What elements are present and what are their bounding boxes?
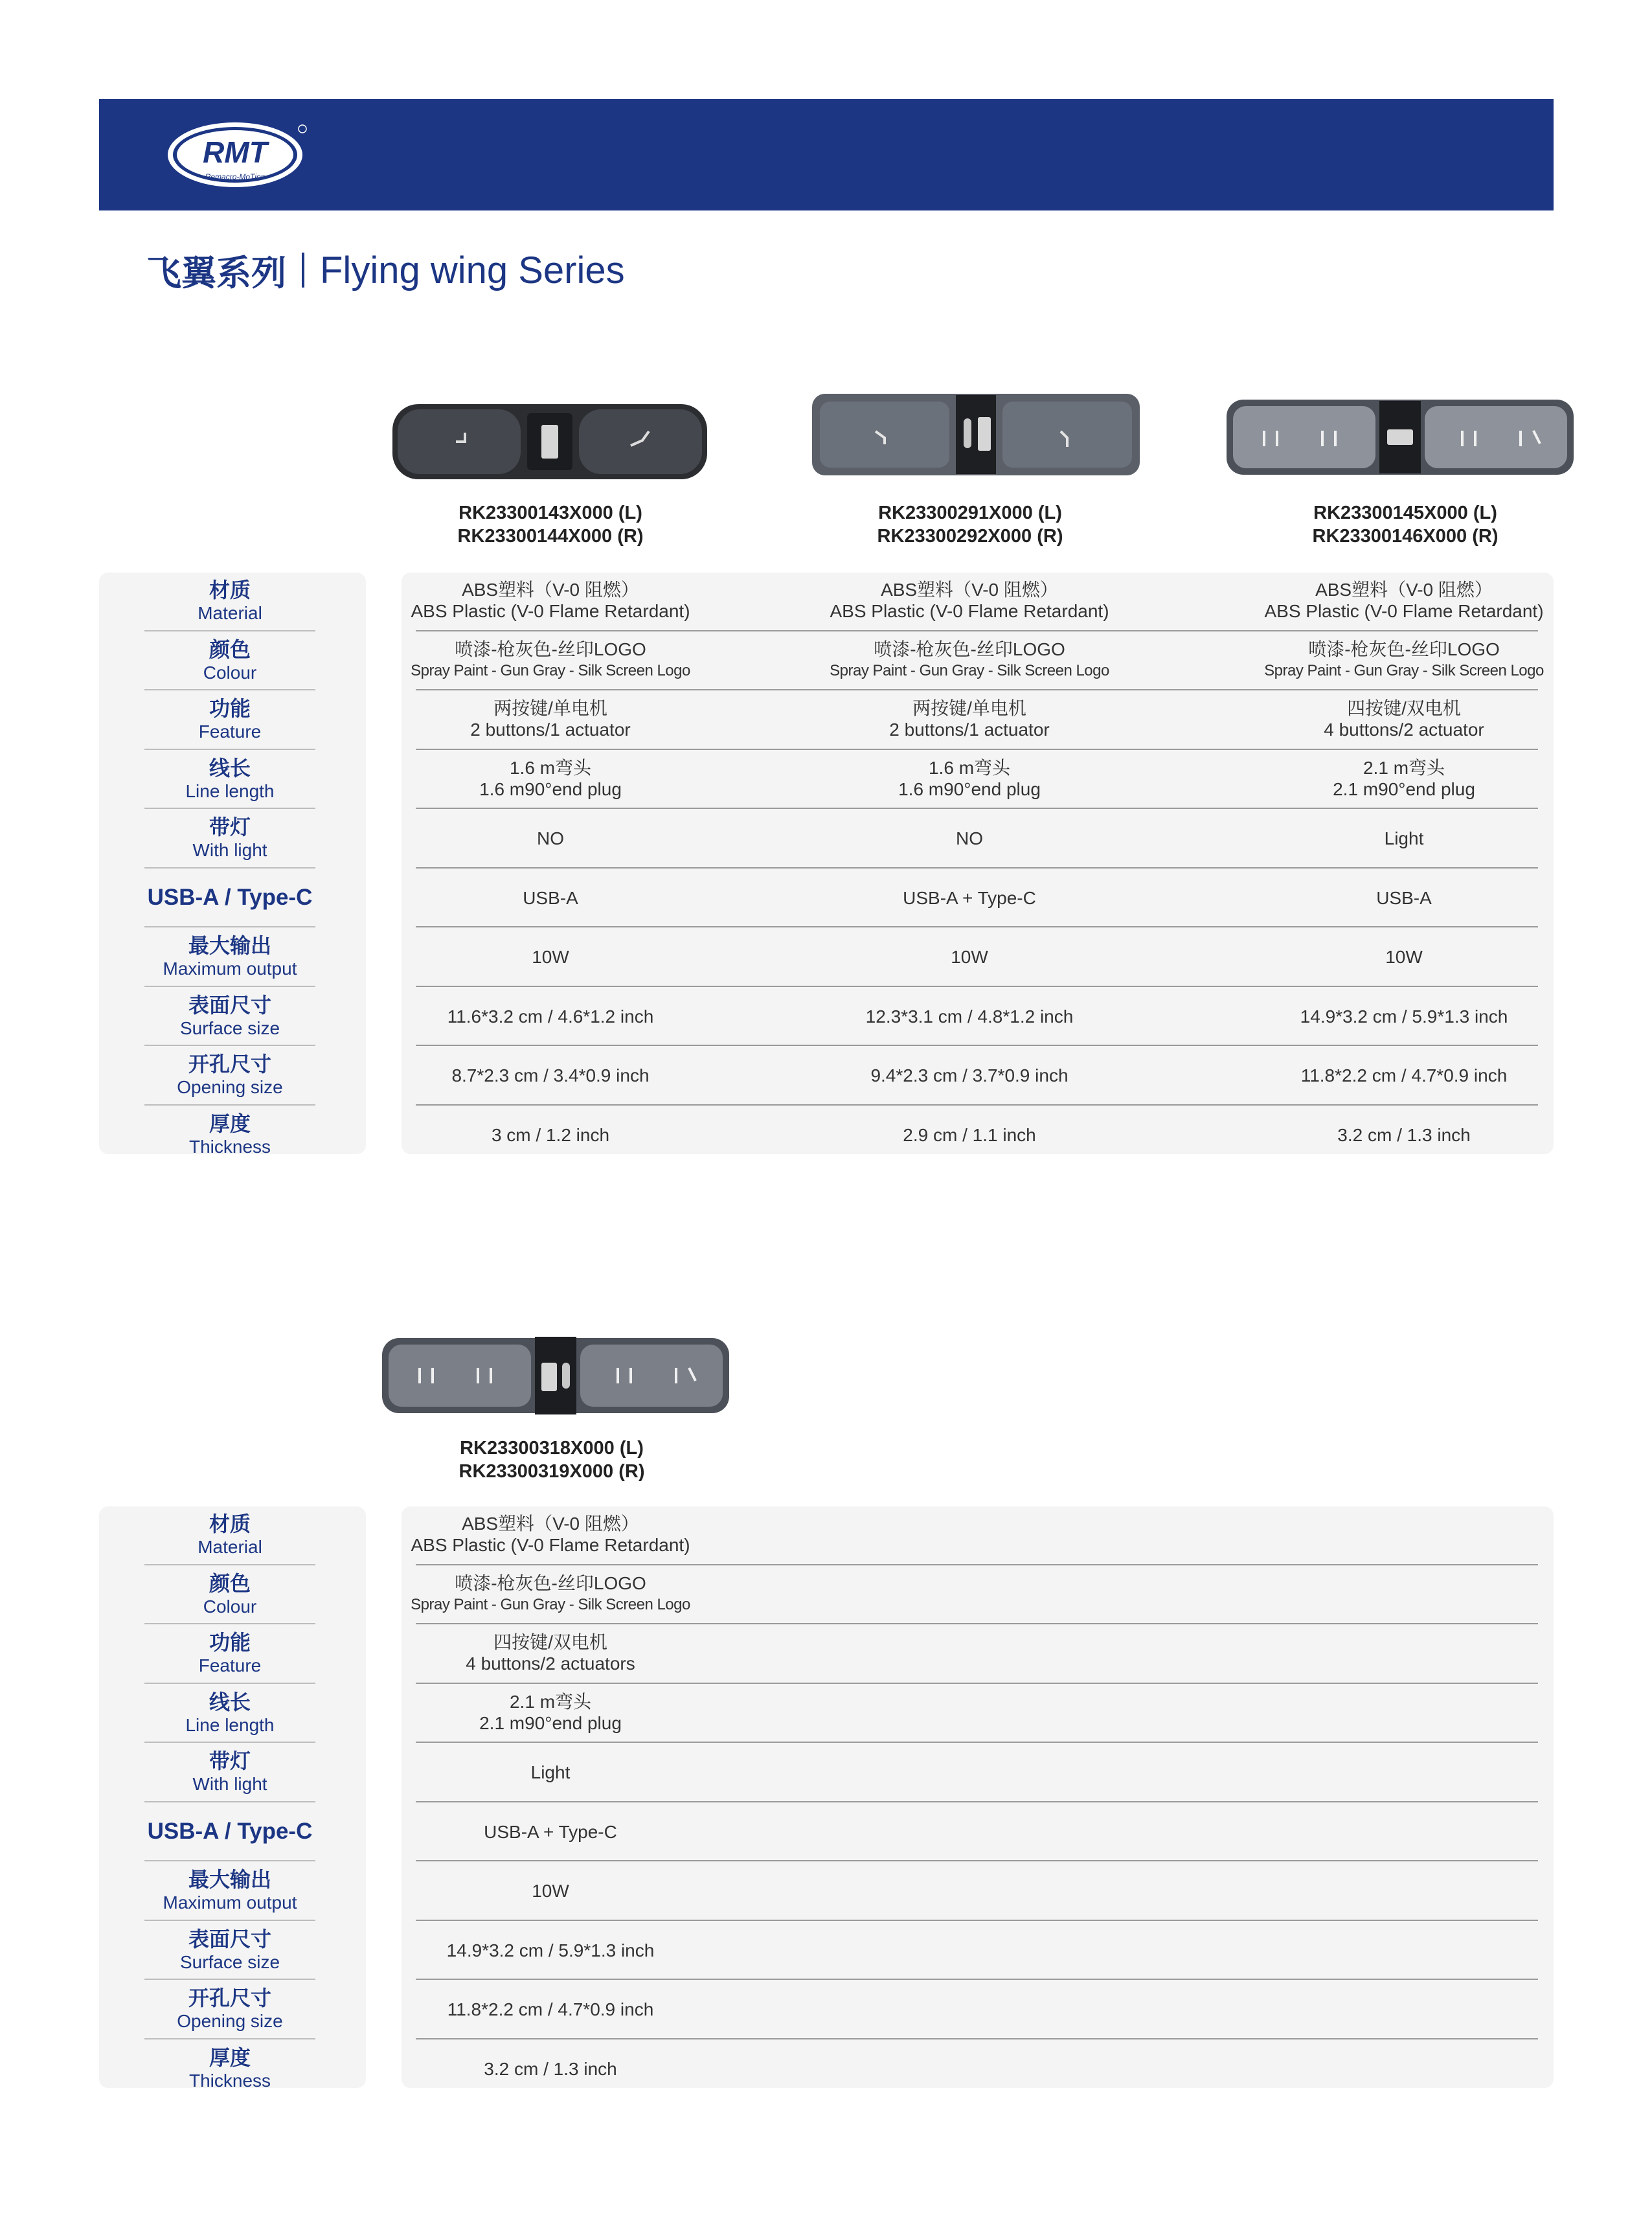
spec-value-thickness: 3.2 cm / 1.3 inch bbox=[1337, 1124, 1471, 1145]
spec-label-en: Thickness bbox=[188, 1136, 271, 1157]
spec-label-surface bbox=[144, 1927, 315, 1973]
row-divider bbox=[416, 1104, 1538, 1106]
spec-label-usb bbox=[144, 1819, 315, 1845]
spec-value-line: 2.1 m90°end plug bbox=[1333, 778, 1475, 799]
label-divider bbox=[144, 808, 315, 809]
product-image-1 bbox=[391, 400, 708, 483]
spec-value-line: Spray Paint - Gun Gray - Silk Screen Logo bbox=[411, 661, 690, 679]
spec-label-zh: 表面尺寸 bbox=[188, 992, 271, 1017]
label-divider bbox=[144, 1623, 315, 1624]
spec-value-line-length bbox=[369, 1691, 732, 1734]
spec-value-line: ABS Plastic (V-0 Flame Retardant) bbox=[411, 601, 690, 621]
spec-value-colour bbox=[788, 639, 1151, 681]
spec-value-line: 2.1 m弯头 bbox=[509, 1691, 592, 1712]
spec-label-colour bbox=[144, 637, 315, 684]
spec-value-line: 喷漆-枪灰色-丝印LOGO bbox=[1308, 639, 1500, 659]
spec-value-line: 2.1 m90°end plug bbox=[479, 1712, 622, 1733]
spec-label-en: Feature bbox=[198, 1655, 262, 1675]
spec-label-zh: 功能 bbox=[209, 1630, 251, 1655]
row-divider bbox=[416, 1801, 1538, 1802]
label-divider bbox=[144, 926, 315, 927]
spec-value-light: Light bbox=[1384, 828, 1424, 848]
spec-label-zh: 材质 bbox=[209, 578, 251, 602]
spec-label-en: Material bbox=[198, 1537, 262, 1557]
spec-value-material bbox=[369, 1513, 732, 1556]
label-divider bbox=[144, 986, 315, 987]
row-divider bbox=[416, 1979, 1538, 1980]
row-divider bbox=[416, 1564, 1538, 1565]
product-image-3 bbox=[1225, 398, 1575, 476]
label-divider bbox=[144, 1742, 315, 1743]
rmt-logo bbox=[164, 119, 313, 191]
spec-label-feature bbox=[144, 1630, 315, 1677]
spec-value-line: ABS塑料（V-0 阻燃） bbox=[462, 1514, 639, 1534]
spec-value-colour bbox=[369, 639, 732, 681]
spec-value-surface: 14.9*3.2 cm / 5.9*1.3 inch bbox=[1300, 1006, 1508, 1027]
spec-label-zh: 开孔尺寸 bbox=[188, 1052, 271, 1076]
label-divider bbox=[144, 1683, 315, 1684]
spec-label-zh: 厚度 bbox=[209, 1111, 251, 1136]
label-divider bbox=[144, 1104, 315, 1106]
spec-label-zh: 最大输出 bbox=[188, 1867, 271, 1892]
spec-value-line: 2 buttons/1 actuator bbox=[889, 720, 1050, 740]
spec-value-usb: USB-A bbox=[523, 887, 578, 908]
spec-value-line: 1.6 m弯头 bbox=[928, 757, 1011, 778]
spec-value-thickness: 2.9 cm / 1.1 inch bbox=[903, 1124, 1036, 1145]
label-divider bbox=[144, 689, 315, 690]
spec-label-en: Feature bbox=[198, 721, 262, 742]
spec-value-output: 10W bbox=[1385, 947, 1423, 967]
spec-value-line: ABS塑料（V-0 阻燃） bbox=[881, 580, 1058, 600]
spec-value-light: Light bbox=[530, 1762, 571, 1782]
title-en: Flying wing Series bbox=[320, 249, 625, 291]
row-divider bbox=[416, 689, 1538, 690]
row-divider bbox=[416, 986, 1538, 987]
spec-value-line: 2 buttons/1 actuator bbox=[470, 720, 631, 740]
spec-value-output: 10W bbox=[951, 947, 988, 967]
spec-label-en: Line length bbox=[185, 780, 275, 801]
spec-label-zh: 颜色 bbox=[209, 1571, 251, 1596]
spec-value-feature bbox=[1223, 698, 1585, 740]
spec-label-zh: 材质 bbox=[209, 1512, 251, 1536]
spec-label-zh: 最大输出 bbox=[188, 933, 271, 958]
spec-value-line: 四按键/双电机 bbox=[1347, 698, 1461, 718]
label-divider bbox=[144, 867, 315, 869]
spec-value-feature bbox=[369, 698, 732, 740]
spec-label-en: Material bbox=[198, 603, 262, 623]
row-divider bbox=[416, 630, 1538, 631]
spec-value-thickness: 3.2 cm / 1.3 inch bbox=[484, 2058, 617, 2079]
header-bar bbox=[99, 99, 1554, 210]
spec-label-en: Surface size bbox=[179, 1017, 280, 1038]
spec-label-en: Colour bbox=[203, 1596, 257, 1617]
spec-value-line: 4 buttons/2 actuator bbox=[1324, 720, 1484, 740]
spec-label-output bbox=[144, 933, 315, 980]
spec-value-line: 喷漆-枪灰色-丝印LOGO bbox=[455, 639, 646, 659]
spec-label-en: Surface size bbox=[179, 1951, 280, 1972]
label-divider bbox=[144, 630, 315, 631]
spec-value-output: 10W bbox=[532, 947, 569, 967]
row-divider bbox=[416, 1860, 1538, 1861]
spec-label-material bbox=[144, 578, 315, 624]
spec-label-thickness bbox=[144, 2045, 315, 2092]
spec-label-zh: 表面尺寸 bbox=[188, 1926, 271, 1951]
spec-value-usb: USB-A bbox=[1376, 887, 1432, 908]
spec-value-line: 喷漆-枪灰色-丝印LOGO bbox=[455, 1573, 646, 1593]
spec-value-feature bbox=[369, 1631, 732, 1674]
spec-label-en: Opening size bbox=[177, 2011, 283, 2031]
spec-label-light bbox=[144, 1749, 315, 1795]
spec-label-opening bbox=[144, 1986, 315, 2032]
product-image-4 bbox=[381, 1334, 730, 1417]
row-divider bbox=[416, 1683, 1538, 1684]
spec-value-line: 4 buttons/2 actuators bbox=[466, 1653, 635, 1674]
spec-label-light bbox=[144, 815, 315, 861]
row-divider bbox=[416, 926, 1538, 927]
row-divider bbox=[416, 808, 1538, 809]
row-divider bbox=[416, 2038, 1538, 2039]
spec-value-line-length bbox=[369, 757, 732, 800]
spec-label-en: Opening size bbox=[177, 1077, 283, 1097]
spec-label-text: USB-A / Type-C bbox=[147, 1818, 313, 1844]
label-divider bbox=[144, 1801, 315, 1802]
spec-value-feature bbox=[788, 698, 1151, 740]
spec-value-colour bbox=[369, 1573, 732, 1615]
row-divider bbox=[416, 1623, 1538, 1624]
spec-value-colour bbox=[1223, 639, 1585, 681]
spec-value-opening: 8.7*2.3 cm / 3.4*0.9 inch bbox=[451, 1065, 650, 1085]
label-divider bbox=[144, 1979, 315, 1980]
spec-label-zh: 开孔尺寸 bbox=[188, 1986, 271, 2010]
title-zh: 飞翼系列 bbox=[146, 252, 286, 293]
spec-value-thickness: 3 cm / 1.2 inch bbox=[491, 1124, 610, 1145]
spec-value-line: ABS塑料（V-0 阻燃） bbox=[462, 580, 639, 600]
row-divider bbox=[416, 867, 1538, 869]
spec-label-colour bbox=[144, 1571, 315, 1618]
label-divider bbox=[144, 2038, 315, 2039]
spec-label-zh: 带灯 bbox=[209, 1749, 251, 1773]
title-divider bbox=[302, 253, 304, 288]
label-divider bbox=[144, 749, 315, 750]
spec-label-en: With light bbox=[192, 840, 267, 860]
spec-value-line-length bbox=[1223, 757, 1585, 800]
label-divider bbox=[144, 1860, 315, 1861]
spec-label-usb bbox=[144, 885, 315, 911]
spec-label-zh: 厚度 bbox=[209, 2045, 251, 2070]
row-divider bbox=[416, 1920, 1538, 1921]
model-number-3: RK23300145X000 (L) RK23300146X000 (R) bbox=[1312, 503, 1499, 547]
spec-value-usb: USB-A + Type-C bbox=[484, 1821, 617, 1842]
spec-label-zh: 线长 bbox=[209, 1689, 251, 1714]
spec-value-line: ABS Plastic (V-0 Flame Retardant) bbox=[1264, 601, 1544, 621]
product-image-2 bbox=[811, 392, 1141, 477]
spec-value-line-length bbox=[788, 757, 1151, 800]
page-title bbox=[146, 241, 625, 299]
spec-value-surface: 12.3*3.1 cm / 4.8*1.2 inch bbox=[865, 1006, 1074, 1027]
spec-label-en: Maximum output bbox=[163, 959, 297, 979]
spec-label-zh: 功能 bbox=[209, 696, 251, 721]
spec-value-output: 10W bbox=[532, 1881, 569, 1901]
spec-label-feature bbox=[144, 696, 315, 743]
spec-value-line: ABS塑料（V-0 阻燃） bbox=[1315, 580, 1493, 600]
spec-value-surface: 14.9*3.2 cm / 5.9*1.3 inch bbox=[446, 1940, 655, 1960]
model-number-1: RK23300143X000 (L) RK23300144X000 (R) bbox=[457, 503, 644, 547]
spec-label-text: USB-A / Type-C bbox=[147, 884, 313, 910]
spec-value-material bbox=[788, 579, 1151, 622]
spec-value-line: 四按键/双电机 bbox=[493, 1632, 607, 1652]
spec-value-opening: 11.8*2.2 cm / 4.7*0.9 inch bbox=[1300, 1065, 1508, 1085]
label-divider bbox=[144, 1045, 315, 1046]
spec-value-line: 喷漆-枪灰色-丝印LOGO bbox=[874, 639, 1065, 659]
spec-value-line: 两按键/单电机 bbox=[912, 698, 1026, 718]
label-divider bbox=[144, 1920, 315, 1921]
spec-label-en: Line length bbox=[185, 1714, 275, 1735]
spec-value-line: 1.6 m90°end plug bbox=[479, 778, 622, 799]
spec-value-material bbox=[369, 579, 732, 622]
spec-value-line: 两按键/单电机 bbox=[493, 698, 607, 718]
svg-text:RMT: RMT bbox=[203, 135, 267, 169]
spec-label-zh: 线长 bbox=[209, 755, 251, 780]
label-divider bbox=[144, 1564, 315, 1565]
spec-label-zh: 带灯 bbox=[209, 815, 251, 839]
spec-label-material bbox=[144, 1512, 315, 1558]
spec-label-opening bbox=[144, 1052, 315, 1098]
row-divider bbox=[416, 1045, 1538, 1046]
spec-value-line: Spray Paint - Gun Gray - Silk Screen Logo bbox=[830, 661, 1109, 679]
spec-label-en: Maximum output bbox=[163, 1892, 297, 1913]
model-number-4: RK23300318X000 (L) RK23300319X000 (R) bbox=[458, 1438, 645, 1482]
spec-label-output bbox=[144, 1867, 315, 1914]
spec-value-line: 2.1 m弯头 bbox=[1363, 757, 1445, 778]
spec-label-line-length bbox=[144, 1690, 315, 1736]
spec-label-surface bbox=[144, 993, 315, 1039]
spec-value-surface: 11.6*3.2 cm / 4.6*1.2 inch bbox=[447, 1006, 654, 1027]
spec-value-material bbox=[1223, 579, 1585, 622]
spec-value-light: NO bbox=[956, 828, 983, 848]
spec-value-line: 1.6 m弯头 bbox=[509, 757, 592, 778]
spec-value-opening: 11.8*2.2 cm / 4.7*0.9 inch bbox=[447, 1999, 654, 2019]
spec-value-opening: 9.4*2.3 cm / 3.7*0.9 inch bbox=[870, 1065, 1069, 1085]
spec-label-en: Thickness bbox=[188, 2070, 271, 2091]
spec-label-line-length bbox=[144, 756, 315, 802]
spec-value-line: ABS Plastic (V-0 Flame Retardant) bbox=[411, 1535, 690, 1555]
spec-label-en: Colour bbox=[203, 662, 257, 683]
spec-value-line: 1.6 m90°end plug bbox=[898, 778, 1041, 799]
spec-label-zh: 颜色 bbox=[209, 637, 251, 662]
row-divider bbox=[416, 1742, 1538, 1743]
spec-value-line: Spray Paint - Gun Gray - Silk Screen Logo bbox=[1264, 661, 1544, 679]
spec-value-line: Spray Paint - Gun Gray - Silk Screen Logo bbox=[411, 1595, 690, 1613]
row-divider bbox=[416, 749, 1538, 750]
spec-value-usb: USB-A + Type-C bbox=[903, 887, 1036, 908]
svg-text:Remacro-MoTion: Remacro-MoTion bbox=[205, 172, 266, 181]
model-number-2: RK23300291X000 (L) RK23300292X000 (R) bbox=[877, 503, 1063, 547]
spec-label-thickness bbox=[144, 1111, 315, 1158]
spec-label-en: With light bbox=[192, 1774, 267, 1794]
spec-value-light: NO bbox=[537, 828, 564, 848]
spec-value-line: ABS Plastic (V-0 Flame Retardant) bbox=[830, 601, 1109, 621]
